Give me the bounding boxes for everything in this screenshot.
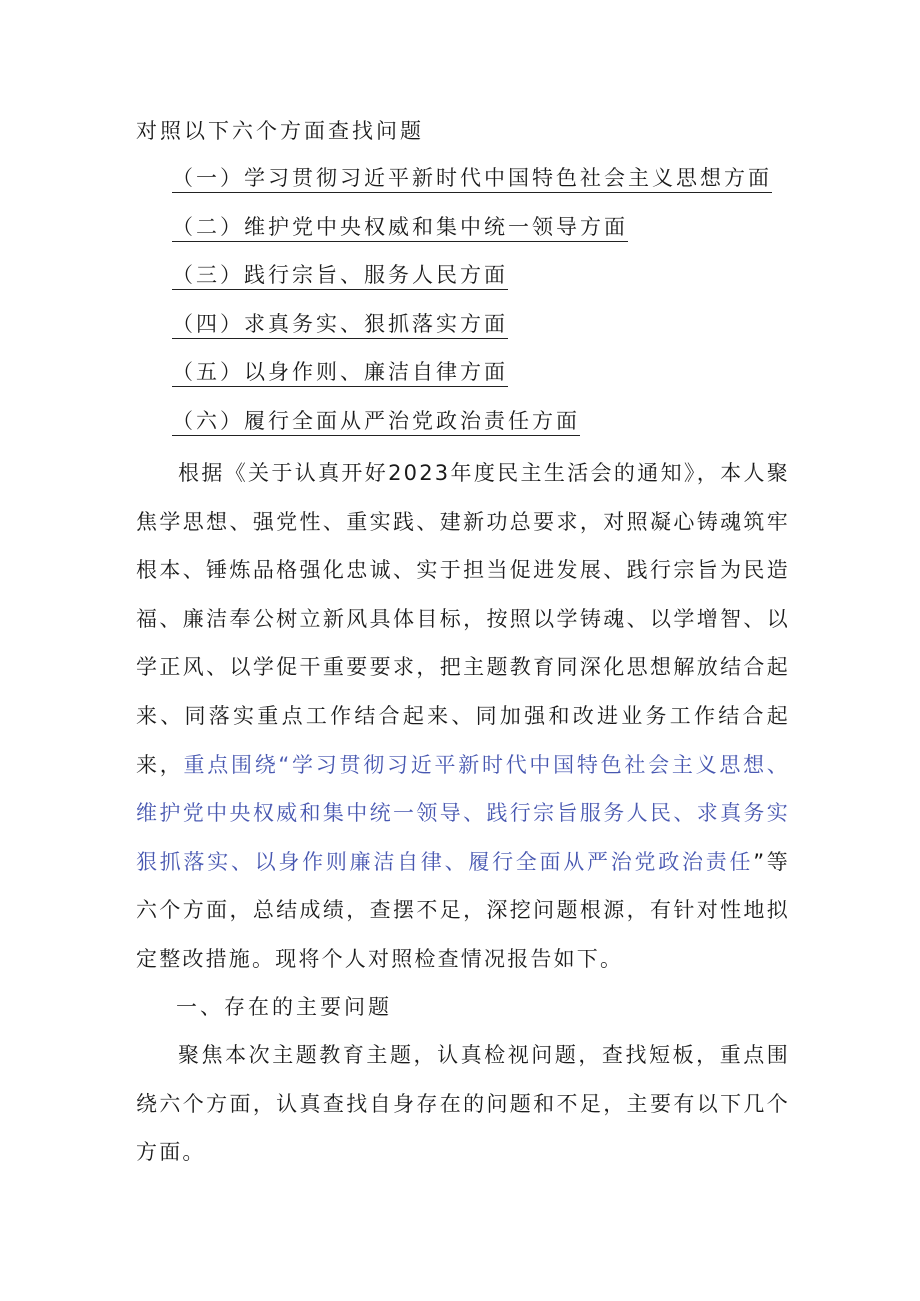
highlighted-text: 重点围绕“学习贯彻习近平新时代中国特色社会主义思想、维护党中央权威和集中统一领导、践行宗旨服务人民、求真务实狠抓落实、以身作则廉洁自律、履行全面从严治党政治责任 <box>136 752 791 874</box>
intro-text-end: ”等六个方面，总结成绩，查摆不足，深挖问题根源，有针对性地拟定整改措施。现将个人对照检查情况报告如下。 <box>136 849 791 971</box>
page-heading: 对照以下六个方面查找问题 <box>136 119 424 143</box>
section-heading: 一、存在的主要问题 <box>176 995 392 1019</box>
aspect-link-2[interactable]: （二）维护党中央权威和集中统一领导方面 <box>172 214 628 242</box>
intro-text: 根据《关于认真开好2023年度民主生活会的通知》，本人聚焦学思想、强党性、重实践、建新功总要求，对照凝心铸魂筑牢根本、锤炼品格强化忠诚、实于担当促进发展、践行宗旨为民造福、廉洁奉公树立新风具体目标，按照以学铸魂、以学增智、以学正风、以学促干重要要求，把主题教育同深化思想解放结合起来、同落实重点工作结合起来、同加强和改进业务工作结合起来， <box>136 461 790 777</box>
aspect-link-1[interactable]: （一）学习贯彻习近平新时代中国特色社会主义思想方面 <box>172 165 772 193</box>
intro-paragraph-block <box>136 449 790 984</box>
list-item <box>172 165 772 214</box>
list-item <box>172 262 772 311</box>
list-item <box>172 311 772 360</box>
aspect-list <box>172 165 772 457</box>
intro-paragraph <box>136 449 790 984</box>
list-item <box>172 359 772 408</box>
aspect-link-3[interactable]: （三）践行宗旨、服务人民方面 <box>172 262 508 290</box>
section-paragraph: 聚焦本次主题教育主题，认真检视问题，查找短板，重点围绕六个方面，认真查找自身存在的问题和不足，主要有以下几个方面。 <box>136 1043 790 1165</box>
aspect-link-6[interactable]: （六）履行全面从严治党政治责任方面 <box>172 408 580 436</box>
aspect-link-4[interactable]: （四）求真务实、狠抓落实方面 <box>172 311 508 339</box>
section-paragraph-block <box>136 1031 790 1177</box>
list-item <box>172 214 772 263</box>
aspect-link-5[interactable]: （五）以身作则、廉洁自律方面 <box>172 359 508 387</box>
